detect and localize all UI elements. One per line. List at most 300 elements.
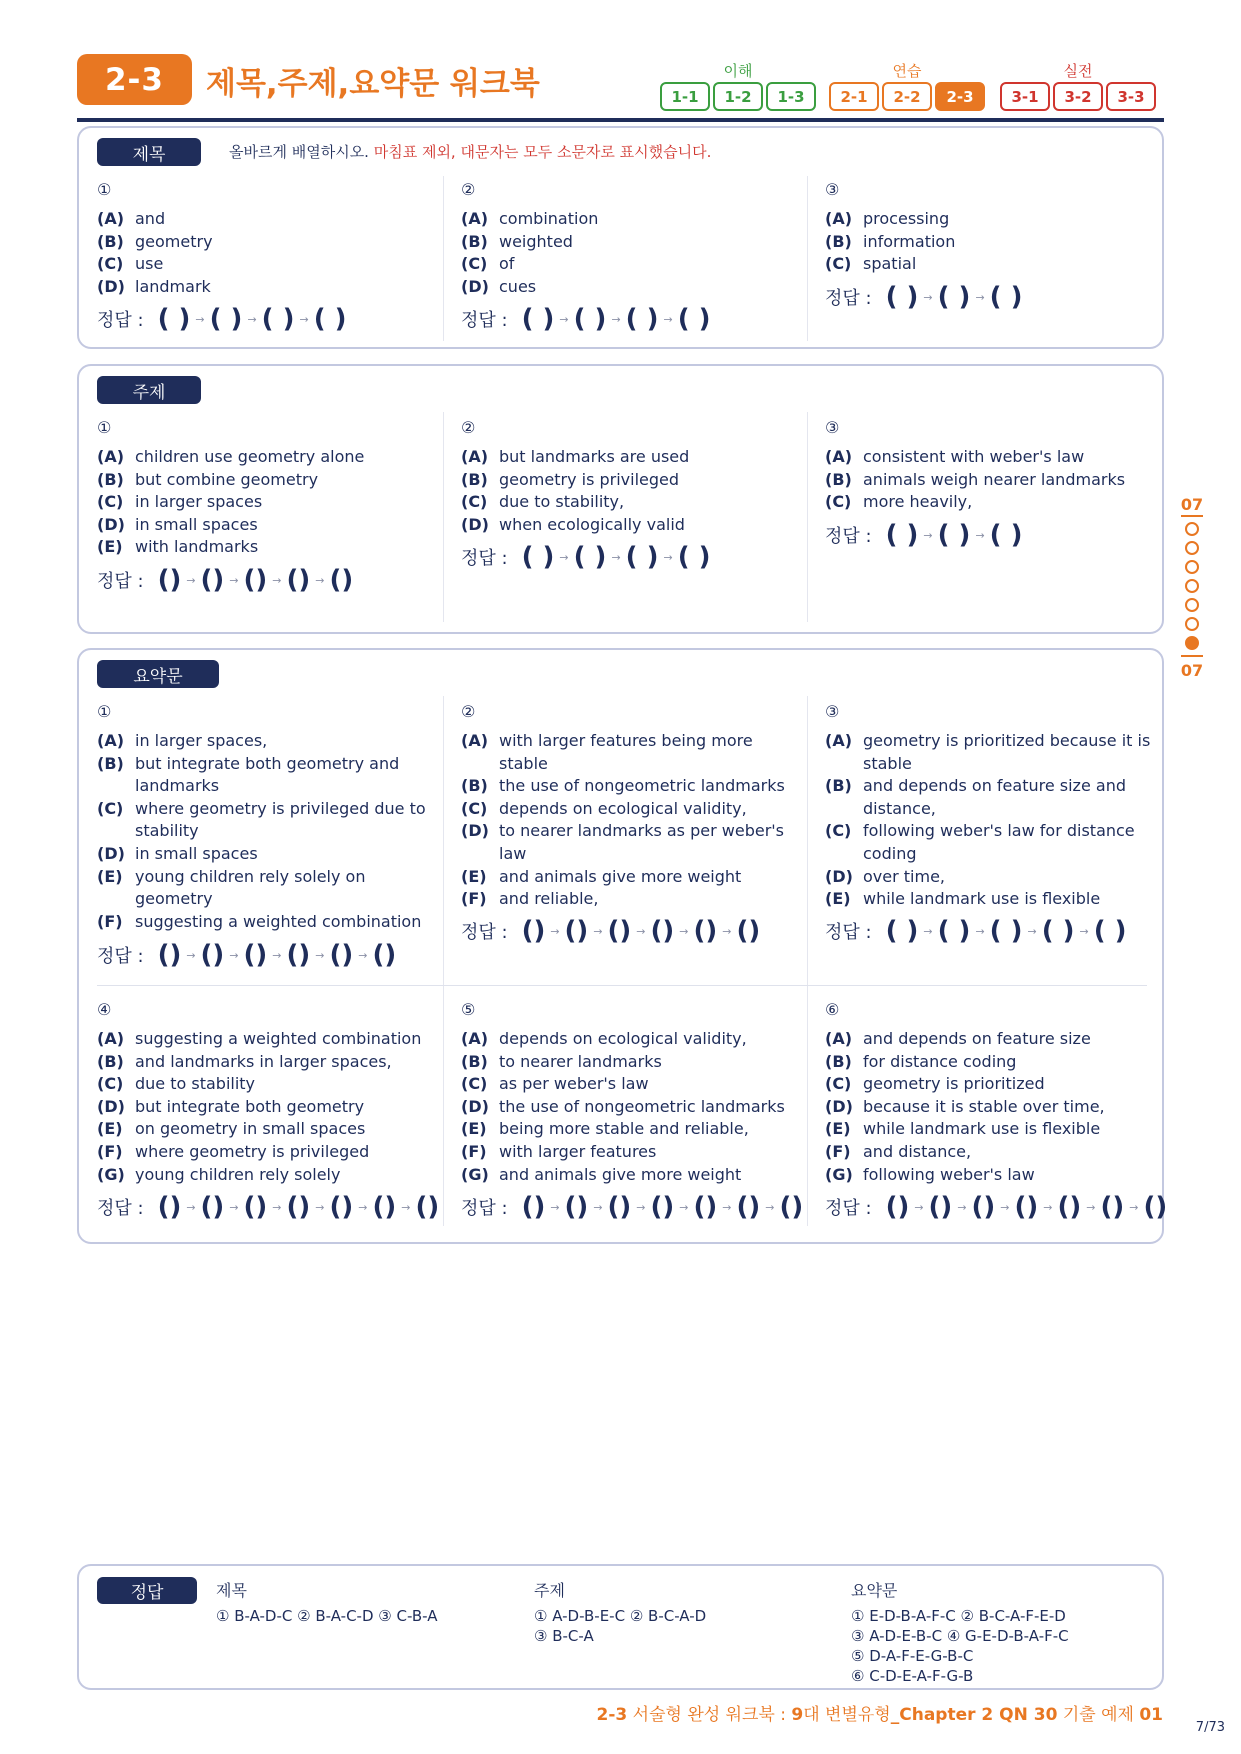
choice-text: following weber's law	[863, 1164, 1035, 1184]
choice-label: (D)	[97, 514, 125, 534]
answer-blank[interactable]: ( )	[1093, 916, 1127, 946]
answer-key-line: ③ A-D-E-B-C ④ G-E-D-B-A-F-C	[851, 1627, 1069, 1645]
choice-text: but combine geometry	[135, 469, 319, 489]
choice-label: (A)	[825, 731, 853, 750]
arrow-icon: →	[272, 573, 282, 587]
question-number: ③	[825, 418, 840, 437]
answer-key-heading: 주제	[534, 1581, 565, 1600]
column-divider	[807, 696, 808, 1226]
arrow-icon: →	[315, 1200, 325, 1214]
choice-label: (B)	[461, 776, 488, 796]
question-number: ③	[825, 702, 840, 721]
arrow-icon: →	[1027, 924, 1037, 938]
page-dot[interactable]	[1185, 579, 1199, 593]
choice-text: children use geometry alone	[135, 447, 365, 466]
arrow-icon: →	[679, 924, 689, 938]
choice-label: (A)	[825, 447, 853, 466]
footer-caption	[597, 1700, 1163, 1725]
choice-label: (A)	[825, 1029, 853, 1048]
answer-blank[interactable]: ( )	[573, 304, 607, 334]
topic-question-2	[461, 418, 801, 572]
column-divider	[443, 696, 444, 1226]
arrow-icon: →	[1079, 924, 1089, 938]
choice-text: with larger features	[499, 1141, 657, 1161]
choice-text: in larger spaces	[135, 492, 263, 512]
arrow-icon: →	[247, 312, 257, 326]
choice-label: (C)	[461, 1074, 488, 1094]
answer-label: 정답 :	[461, 548, 508, 569]
answer-label: 정답 :	[97, 571, 144, 592]
page-dot[interactable]	[1185, 541, 1199, 555]
answer-label: 정답 :	[461, 922, 508, 943]
choice-text: suggesting a weighted combination	[135, 911, 422, 931]
answer-blank[interactable]: ()	[564, 1192, 589, 1222]
choice-label: (C)	[825, 821, 852, 841]
summary-question-2	[461, 702, 801, 946]
header-divider	[77, 118, 1164, 122]
choice-label: (D)	[461, 276, 489, 296]
section-label-title: 제목	[97, 138, 201, 166]
answer-blank[interactable]: ()	[372, 940, 397, 970]
choice-text: and landmarks in larger spaces,	[135, 1051, 392, 1071]
arrow-icon: →	[923, 924, 933, 938]
arrow-icon: →	[1043, 1200, 1053, 1214]
choice-text: the use of nongeometric landmarks	[499, 776, 785, 796]
level-button-2-2[interactable]: 2-2	[882, 82, 932, 111]
answer-blank[interactable]: ()	[971, 1192, 996, 1222]
answer-row	[97, 1192, 439, 1222]
answer-blank[interactable]: ( )	[261, 304, 295, 334]
choice-text: but integrate both geometry and landmarks	[135, 753, 400, 796]
choice-label: (C)	[461, 492, 488, 512]
summary-question-4	[97, 1000, 440, 1222]
footer-book: 서술형 완성 워크북 :	[627, 1705, 792, 1725]
choice-label: (C)	[461, 798, 488, 818]
answer-key-title	[216, 1578, 437, 1626]
arrow-icon: →	[593, 1200, 603, 1214]
answer-blank[interactable]: ()	[286, 940, 311, 970]
level-button-3-1[interactable]: 3-1	[1000, 82, 1050, 111]
answer-blank[interactable]: ()	[200, 565, 225, 595]
answer-blank[interactable]: ()	[564, 916, 589, 946]
choice-text: being more stable and reliable,	[499, 1119, 749, 1139]
column-divider	[807, 412, 808, 622]
choice-label: (D)	[825, 1096, 853, 1116]
choice-label: (D)	[97, 276, 125, 296]
answer-key-topic	[534, 1578, 706, 1646]
question-number: ③	[825, 180, 840, 199]
summary-question-1	[97, 702, 437, 970]
arrow-icon: →	[186, 948, 196, 962]
arrow-icon: →	[975, 924, 985, 938]
level-button-3-2[interactable]: 3-2	[1053, 82, 1103, 111]
title-section	[77, 126, 1164, 349]
answer-blank[interactable]: ( )	[521, 542, 555, 572]
arrow-icon: →	[315, 948, 325, 962]
choice-text: and distance,	[863, 1141, 972, 1161]
arrow-icon: →	[229, 573, 239, 587]
answer-blank[interactable]: ()	[521, 916, 546, 946]
footer-nine: 9	[791, 1705, 804, 1725]
arrow-icon: →	[1000, 1200, 1010, 1214]
arrow-icon: →	[722, 924, 732, 938]
choice-text: processing	[863, 209, 950, 228]
answer-blank[interactable]: ( )	[677, 542, 711, 572]
answer-row	[97, 940, 396, 970]
answer-blank[interactable]: ( )	[989, 520, 1023, 550]
choice-text: the use of nongeometric landmarks	[499, 1096, 785, 1116]
arrow-icon: →	[663, 312, 673, 326]
choice-text: while landmark use is flexible	[863, 889, 1101, 909]
choice-label: (C)	[97, 1074, 124, 1094]
level-button-1-3[interactable]: 1-3	[766, 82, 816, 111]
answer-blank[interactable]: ()	[415, 1192, 440, 1222]
arrow-icon: →	[923, 528, 933, 542]
choice-label: (E)	[97, 1119, 123, 1139]
choice-label: (C)	[97, 254, 124, 274]
arrow-icon: →	[923, 290, 933, 304]
level-group-understand	[660, 60, 816, 111]
answer-blank[interactable]: ( )	[573, 542, 607, 572]
level-group-title: 이해	[723, 62, 753, 80]
question-number: ⑤	[461, 1000, 476, 1019]
answer-row	[825, 1192, 1167, 1222]
choice-text: weighted	[499, 231, 573, 251]
arrow-icon: →	[550, 924, 560, 938]
level-button-1-2[interactable]: 1-2	[713, 82, 763, 111]
arrow-icon: →	[559, 550, 569, 564]
page-dot[interactable]	[1185, 560, 1199, 574]
arrow-icon: →	[679, 1200, 689, 1214]
summary-question-6	[825, 1000, 1168, 1222]
level-group-real	[1000, 60, 1156, 111]
choice-text: but landmarks are used	[499, 447, 690, 466]
level-group-practice	[829, 60, 985, 111]
answer-label: 정답 :	[97, 946, 144, 967]
arrow-icon: →	[663, 550, 673, 564]
answer-blank[interactable]: ()	[1014, 1192, 1039, 1222]
answer-blank[interactable]: ( )	[937, 916, 971, 946]
choice-text: to nearer landmarks	[499, 1051, 662, 1071]
answer-blank[interactable]: ( )	[885, 282, 919, 312]
choice-label: (B)	[825, 231, 852, 251]
side-page-number: 07	[1180, 495, 1204, 514]
choice-text: of	[499, 254, 515, 274]
summary-question-3	[825, 702, 1165, 946]
arrow-icon: →	[636, 924, 646, 938]
answer-blank[interactable]: ()	[329, 940, 354, 970]
answer-row	[825, 520, 1022, 550]
level-button-1-1[interactable]: 1-1	[660, 82, 710, 111]
question-number: ④	[97, 1000, 112, 1019]
arrow-icon: →	[593, 924, 603, 938]
answer-row	[461, 1192, 803, 1222]
footer-unit: 2-3	[596, 1705, 628, 1725]
choice-text: depends on ecological validity,	[499, 798, 747, 818]
answer-blank[interactable]: ()	[286, 565, 311, 595]
choice-label: (A)	[825, 209, 853, 228]
choice-text: for distance coding	[863, 1051, 1017, 1071]
choice-text: when ecologically valid	[499, 514, 685, 534]
choice-text: as per weber's law	[499, 1074, 649, 1094]
answer-blank[interactable]: ( )	[209, 304, 243, 334]
answer-key-line: ① A-D-B-E-C ② B-C-A-D	[534, 1607, 707, 1625]
footer-example-number: 01	[1139, 1705, 1163, 1725]
answer-label: 정답 :	[825, 288, 872, 309]
answer-blank[interactable]: ()	[521, 1192, 546, 1222]
side-page-number: 07	[1180, 661, 1204, 680]
footer-chapter: _Chapter 2 QN 30	[890, 1705, 1058, 1725]
choice-label: (C)	[825, 254, 852, 274]
topic-section	[77, 364, 1164, 634]
choice-text: geometry is privileged	[499, 469, 680, 489]
column-divider	[443, 176, 444, 341]
choice-text: and	[135, 209, 166, 228]
arrow-icon: →	[765, 1200, 775, 1214]
answer-key-heading: 요약문	[851, 1581, 898, 1600]
choice-label: (B)	[825, 469, 852, 489]
answer-blank[interactable]: ()	[1143, 1192, 1168, 1222]
choice-label: (D)	[461, 514, 489, 534]
answer-blank[interactable]: ()	[243, 940, 268, 970]
choice-label: (E)	[461, 866, 487, 886]
choice-label: (E)	[825, 1119, 851, 1139]
choice-label: (C)	[97, 798, 124, 818]
answer-blank[interactable]: ()	[693, 916, 718, 946]
page-dot[interactable]	[1185, 636, 1199, 650]
choice-text: while landmark use is flexible	[863, 1119, 1101, 1139]
answer-blank[interactable]: ( )	[937, 520, 971, 550]
choice-text: depends on ecological validity,	[499, 1029, 747, 1048]
arrow-icon: →	[358, 948, 368, 962]
answer-label: 정답 :	[825, 1198, 872, 1219]
answer-label: 정답 :	[97, 1198, 144, 1219]
answer-blank[interactable]: ()	[1057, 1192, 1082, 1222]
answer-blank[interactable]: ()	[157, 565, 182, 595]
answer-key-line: ① E-D-B-A-F-C ② B-C-A-F-E-D	[851, 1607, 1066, 1625]
answer-key-line: ⑥ C-D-E-A-F-G-B	[851, 1667, 974, 1685]
choice-label: (B)	[97, 753, 124, 773]
arrow-icon: →	[272, 948, 282, 962]
answer-blank[interactable]: ()	[243, 565, 268, 595]
answer-blank[interactable]: ( )	[313, 304, 347, 334]
answer-blank[interactable]: ()	[607, 916, 632, 946]
choice-text: following weber's law for distance coding	[863, 821, 1135, 863]
question-number: ①	[97, 180, 112, 199]
instruction	[229, 141, 711, 162]
arrow-icon: →	[636, 1200, 646, 1214]
summary-section	[77, 648, 1168, 1244]
choice-text: over time,	[863, 866, 945, 886]
answer-blank[interactable]: ( )	[937, 282, 971, 312]
answer-label: 정답 :	[825, 526, 872, 547]
answer-key	[77, 1564, 1164, 1690]
answer-blank[interactable]: ()	[286, 1192, 311, 1222]
answer-blank[interactable]: ()	[1100, 1192, 1125, 1222]
answer-blank[interactable]: ( )	[521, 304, 555, 334]
arrow-icon: →	[957, 1200, 967, 1214]
arrow-icon: →	[186, 1200, 196, 1214]
arrow-icon: →	[1086, 1200, 1096, 1214]
arrow-icon: →	[401, 1200, 411, 1214]
arrow-icon: →	[229, 1200, 239, 1214]
choice-label: (B)	[825, 1051, 852, 1071]
choice-label: (A)	[461, 1029, 489, 1048]
answer-blank[interactable]: ( )	[885, 520, 919, 550]
choice-label: (B)	[461, 1051, 488, 1071]
arrow-icon: →	[299, 312, 309, 326]
section-label-summary: 요약문	[97, 660, 219, 688]
answer-blank[interactable]: ()	[157, 1192, 182, 1222]
question-number: ⑥	[825, 1000, 840, 1019]
answer-blank[interactable]: ()	[329, 565, 354, 595]
choice-text: in small spaces	[135, 843, 258, 863]
choice-label: (E)	[97, 866, 123, 886]
answer-blank[interactable]: ( )	[625, 542, 659, 572]
arrow-icon: →	[611, 312, 621, 326]
choice-text: and animals give more weight	[499, 1164, 742, 1184]
answer-key-line: ① B-A-D-C ② B-A-C-D ③ C-B-A	[216, 1607, 438, 1625]
choice-label: (A)	[97, 447, 125, 466]
choice-text: with larger features being more stable	[499, 731, 753, 773]
page-number: 7/73	[1195, 1720, 1225, 1735]
choice-text: in small spaces	[135, 514, 258, 534]
answer-blank[interactable]: ()	[329, 1192, 354, 1222]
choice-text: because it is stable over time,	[863, 1096, 1105, 1116]
choice-text: cues	[499, 276, 537, 296]
page-title: 제목,주제,요약문 워크북	[206, 66, 540, 102]
choice-label: (D)	[461, 1096, 489, 1116]
title-question-2	[461, 180, 801, 334]
choice-text: but integrate both geometry	[135, 1096, 365, 1116]
choice-text: more heavily,	[863, 492, 973, 512]
answer-blank[interactable]: ()	[200, 1192, 225, 1222]
question-number: ①	[97, 702, 112, 721]
answer-blank[interactable]: ()	[736, 1192, 761, 1222]
level-group-title: 연습	[892, 62, 922, 80]
answer-blank[interactable]: ()	[372, 1192, 397, 1222]
answer-key-summary	[851, 1578, 1069, 1686]
instruction-text: 올바르게 배열하시오.	[229, 143, 374, 161]
page-dot[interactable]	[1185, 598, 1199, 612]
choice-label: (B)	[461, 231, 488, 251]
arrow-icon: →	[559, 312, 569, 326]
answer-blank[interactable]: ()	[779, 1192, 804, 1222]
answer-blank[interactable]: ()	[928, 1192, 953, 1222]
question-number: ①	[97, 418, 112, 437]
choice-label: (F)	[97, 911, 123, 931]
choice-text: animals weigh nearer landmarks	[863, 469, 1126, 489]
choice-text: and depends on feature size	[863, 1029, 1091, 1048]
level-button-3-3[interactable]: 3-3	[1106, 82, 1156, 111]
choice-label: (E)	[97, 537, 123, 557]
choice-text: geometry is prioritized because it is stable	[863, 731, 1151, 773]
arrow-icon: →	[611, 550, 621, 564]
choice-text: in larger spaces,	[135, 731, 268, 750]
choice-label: (A)	[461, 209, 489, 228]
answer-blank[interactable]: ( )	[885, 916, 919, 946]
choice-text: young children rely solely on geometry	[135, 866, 366, 909]
page-dot[interactable]	[1185, 522, 1199, 536]
side-divider	[1181, 655, 1203, 657]
answer-blank[interactable]: ()	[157, 940, 182, 970]
choice-label: (B)	[97, 231, 124, 251]
answer-blank[interactable]: ( )	[989, 916, 1023, 946]
choice-label: (A)	[97, 209, 125, 228]
answer-label: 정답 :	[461, 1198, 508, 1219]
answer-blank[interactable]: ( )	[677, 304, 711, 334]
answer-row	[461, 916, 760, 946]
choice-text: to nearer landmarks as per weber's law	[499, 821, 785, 863]
choice-label: (D)	[97, 1096, 125, 1116]
answer-row	[461, 304, 711, 334]
choice-text: consistent with weber's law	[863, 447, 1085, 466]
side-page-nav	[1177, 495, 1207, 680]
answer-blank[interactable]: ()	[885, 1192, 910, 1222]
choice-label: (A)	[461, 731, 489, 750]
level-button-2-3[interactable]: 2-3	[935, 82, 985, 111]
choice-label: (A)	[97, 1029, 125, 1048]
choice-label: (F)	[97, 1141, 123, 1161]
arrow-icon: →	[975, 290, 985, 304]
choice-text: with landmarks	[135, 537, 259, 557]
answer-blank[interactable]: ( )	[1041, 916, 1075, 946]
section-label-topic: 주제	[97, 376, 201, 404]
choice-label: (F)	[461, 1141, 487, 1161]
page-dot[interactable]	[1185, 617, 1199, 631]
answer-row	[461, 542, 711, 572]
topic-question-1	[97, 418, 437, 595]
choice-text: spatial	[863, 254, 917, 274]
answer-blank[interactable]: ()	[607, 1192, 632, 1222]
answer-blank[interactable]: ()	[650, 916, 675, 946]
arrow-icon: →	[550, 1200, 560, 1214]
answer-key-line: ③ B-C-A	[534, 1627, 594, 1645]
answer-blank[interactable]: ( )	[157, 304, 191, 334]
answer-blank[interactable]: ()	[693, 1192, 718, 1222]
choice-text: geometry	[135, 231, 213, 251]
choice-text: due to stability,	[499, 492, 625, 512]
choice-text: where geometry is privileged due to stability	[135, 798, 426, 841]
choice-label: (G)	[97, 1164, 125, 1184]
summary-question-5	[461, 1000, 804, 1222]
answer-blank[interactable]: ()	[243, 1192, 268, 1222]
answer-blank[interactable]: ()	[736, 916, 761, 946]
choice-text: and animals give more weight	[499, 866, 742, 886]
choice-label: (G)	[461, 1164, 489, 1184]
arrow-icon: →	[315, 573, 325, 587]
choice-label: (G)	[825, 1164, 853, 1184]
choice-label: (C)	[825, 492, 852, 512]
choice-label: (C)	[461, 254, 488, 274]
answer-key-line: ⑤ D-A-F-E-G-B-C	[851, 1647, 974, 1665]
arrow-icon: →	[195, 312, 205, 326]
level-group-title: 실전	[1063, 62, 1093, 80]
level-button-2-1[interactable]: 2-1	[829, 82, 879, 111]
question-number: ②	[461, 180, 476, 199]
arrow-icon: →	[975, 528, 985, 542]
choice-label: (A)	[97, 731, 125, 750]
title-question-3	[825, 180, 1165, 312]
answer-blank[interactable]: ()	[650, 1192, 675, 1222]
choice-label: (B)	[825, 776, 852, 796]
answer-blank[interactable]: ( )	[989, 282, 1023, 312]
choice-text: and depends on feature size and distance,	[863, 776, 1126, 818]
answer-row	[825, 282, 1022, 312]
choice-text: on geometry in small spaces	[135, 1119, 366, 1139]
answer-blank[interactable]: ( )	[625, 304, 659, 334]
answer-blank[interactable]: ()	[200, 940, 225, 970]
